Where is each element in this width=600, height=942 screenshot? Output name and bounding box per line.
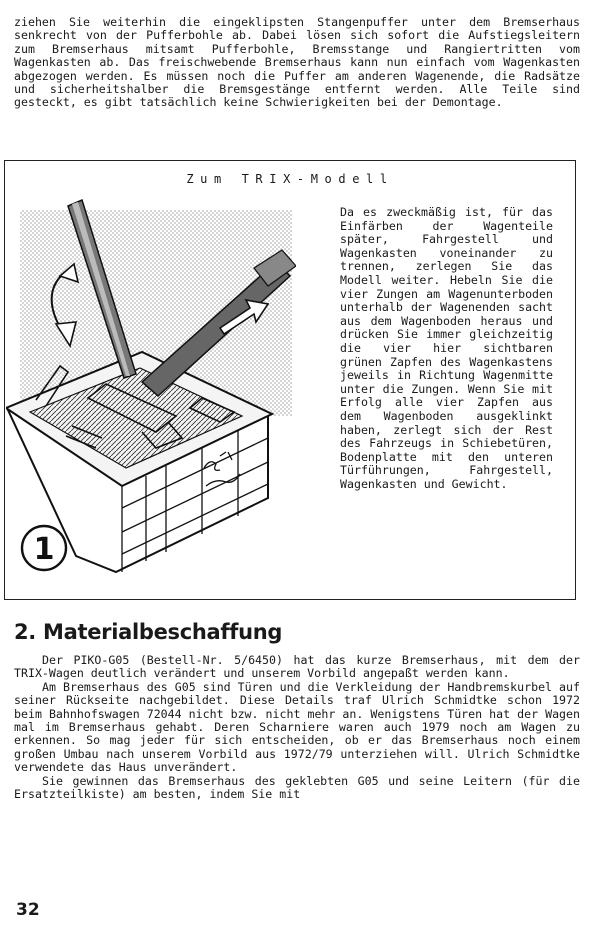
body-paragraph: Sie gewinnen das Bremserhaus des geklebten G05 und seine Leitern (für die Ersatzteilkiste) am besten, indem Sie mit <box>14 773 580 802</box>
figure-number: 1 <box>33 532 55 567</box>
section-heading: 2. Materialbeschaffung <box>14 620 283 644</box>
body-paragraph: Am Bremserhaus des G05 sind Türen und die Verkleidung der Handbremskurbel auf seiner Rückseite nachgebildet. Diese Details traf Ulrich Schmidtke schon 1972 beim Bahnhofswagen 72044 nicht bzw. nicht mehr an. Wenigstens Türen hat der Wagen mal im Bremserhaus gehabt. Deren Scharniere waren auch 1979 noch am Wagen zu erkennen. So mag jeder für sich entscheiden, ob er das Bremserhaus noch einem großen Umbau nach unserem Vorbild aus 1972/79 unterziehen will. Ulrich Schmidtke verwendete das Haus unverändert. <box>14 679 580 775</box>
body-paragraph: Der PIKO-G05 (Bestell-Nr. 5/6450) hat das kurze Bremserhaus, mit dem der TRIX-Wagen deutlich verändert und unserem Vorbild angepaßt werden kann. <box>14 653 580 681</box>
disassembly-illustration <box>6 186 296 576</box>
section-body <box>14 654 580 801</box>
box-text: Da es zweckmäßig ist, für das Einfärben der Wagenteile später, Fahrgestell und Wagenkasten voneinander zu trennen, zerlegen Sie das Modell weiter. Hebeln Sie die vier Zungen am Wagenunterboden unterhalb der Wagenenden sacht aus dem Wagenboden heraus und drücken Sie immer gleichzeitig die vier hier sichtbaren grünen Zapfen des Wagenkastens jeweils in Richtung Wagenmitte unter die Zungen. Wenn Sie mit Erfolg alle vier Zapfen aus dem Wagenboden ausgeklinkt haben, zerlegt sich der Rest des Fahrzeugs in Schiebetüren, Bodenplatte mit den unteren Türführungen, Fahrgestell, Wagenkasten und Gewicht. <box>340 205 553 491</box>
box-title: Zum TRIX-Modell <box>186 172 394 186</box>
page-number: 32 <box>16 900 40 920</box>
intro-paragraph: ziehen Sie weiterhin die eingeklipsten Stangenpuffer unter dem Bremserhaus senkrecht von der Pufferbohle ab. Dabei lösen sich sofort die Aufstiegsleitern zum Bremserhaus mitsamt Pufferbohle, Bremsstange und Rangiertritten vom Wagenkasten ab. Das freischwebende Bremserhaus kann nun einfach vom Wagenkasten abgezogen werden. Es müssen noch die Puffer am anderen Wagenende, die Radsätze und sicherheitshalber die Bremsgestänge entfernt werden. Alle Teile sind gesteckt, es gibt tatsächlich keine Schwierigkeiten bei der Demontage. <box>14 15 580 110</box>
